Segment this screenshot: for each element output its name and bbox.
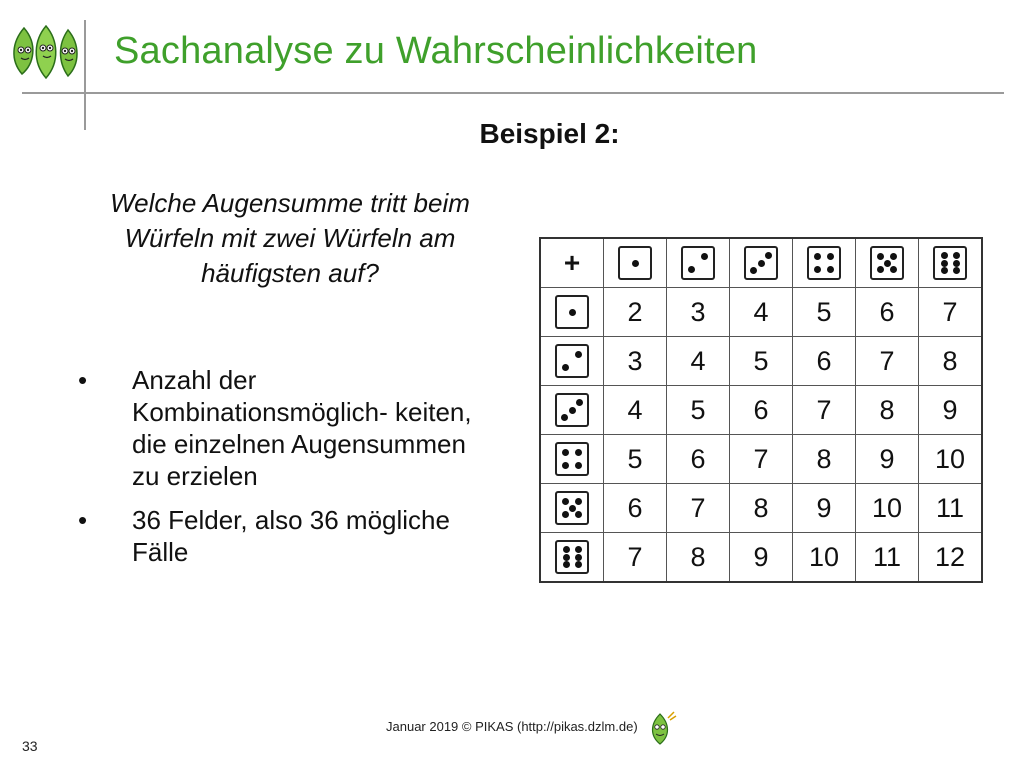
die-pip <box>563 554 570 561</box>
die-pip <box>632 260 639 267</box>
die-pip <box>569 309 576 316</box>
die-face-4-icon <box>807 246 841 280</box>
sum-cell: 3 <box>604 337 667 386</box>
table-header-row <box>540 238 982 288</box>
pikas-logo-icon <box>8 24 82 82</box>
die-face-2-icon <box>681 246 715 280</box>
header-vertical-rule <box>84 20 86 130</box>
die-pip <box>688 266 695 273</box>
die-pip <box>765 252 772 259</box>
die-pip <box>877 266 884 273</box>
bullet-item-combinations <box>72 364 492 492</box>
die-pip <box>561 414 568 421</box>
die-pip <box>575 351 582 358</box>
die-pip <box>563 561 570 568</box>
die-pip <box>877 253 884 260</box>
sum-cell: 6 <box>730 386 793 435</box>
row-die-cell <box>540 484 604 533</box>
sum-cell: 8 <box>730 484 793 533</box>
sum-cell: 10 <box>793 533 856 583</box>
die-pip <box>575 554 582 561</box>
sum-cell: 8 <box>667 533 730 583</box>
die-pip <box>575 449 582 456</box>
die-pip <box>953 267 960 274</box>
corner-plus-cell: + <box>540 238 604 288</box>
pikas-mascot-icon <box>644 710 678 746</box>
sum-cell: 5 <box>604 435 667 484</box>
sum-cell: 9 <box>793 484 856 533</box>
bullet-text: Anzahl der Kombinationsmöglich- keiten, die einzelnen Augensummen zu erzielen <box>132 365 472 491</box>
header-die-cell <box>604 238 667 288</box>
die-face-1-icon <box>555 295 589 329</box>
die-pip <box>884 260 891 267</box>
sum-cell: 6 <box>604 484 667 533</box>
die-pip <box>750 267 757 274</box>
sum-cell: 4 <box>730 288 793 337</box>
die-pip <box>941 252 948 259</box>
header-horizontal-rule <box>22 92 1004 94</box>
die-pip <box>814 266 821 273</box>
die-pip <box>953 252 960 259</box>
die-pip <box>890 266 897 273</box>
die-face-6-icon <box>555 540 589 574</box>
header-die-cell <box>856 238 919 288</box>
sum-cell: 6 <box>793 337 856 386</box>
sum-cell: 8 <box>856 386 919 435</box>
bullet-marker: • <box>78 505 88 535</box>
table-row <box>540 435 982 484</box>
row-die-cell <box>540 337 604 386</box>
page-number: 33 <box>22 738 38 754</box>
die-pip <box>576 399 583 406</box>
sum-cell: 3 <box>667 288 730 337</box>
sum-cell: 10 <box>919 435 983 484</box>
table-row <box>540 386 982 435</box>
header-die-cell <box>667 238 730 288</box>
sum-cell: 5 <box>793 288 856 337</box>
sum-cell: 9 <box>919 386 983 435</box>
sum-cell: 12 <box>919 533 983 583</box>
header-die-cell <box>793 238 856 288</box>
die-face-2-icon <box>555 344 589 378</box>
sum-cell: 5 <box>730 337 793 386</box>
sum-cell: 5 <box>667 386 730 435</box>
sum-cell: 7 <box>604 533 667 583</box>
die-pip <box>827 266 834 273</box>
sum-cell: 7 <box>667 484 730 533</box>
sum-cell: 7 <box>793 386 856 435</box>
sum-cell: 9 <box>856 435 919 484</box>
die-face-1-icon <box>618 246 652 280</box>
sum-cell: 8 <box>793 435 856 484</box>
sum-cell: 11 <box>919 484 983 533</box>
table-row <box>540 288 982 337</box>
die-pip <box>890 253 897 260</box>
die-pip <box>562 511 569 518</box>
sum-cell: 4 <box>667 337 730 386</box>
sum-cell: 7 <box>919 288 983 337</box>
die-pip <box>575 462 582 469</box>
die-pip <box>562 364 569 371</box>
table-row <box>540 533 982 583</box>
die-face-3-icon <box>744 246 778 280</box>
bullet-text: 36 Felder, also 36 mögliche Fälle <box>132 505 450 567</box>
die-pip <box>575 498 582 505</box>
die-pip <box>562 462 569 469</box>
sum-cell: 4 <box>604 386 667 435</box>
die-face-5-icon <box>870 246 904 280</box>
die-face-5-icon <box>555 491 589 525</box>
die-face-6-icon <box>933 246 967 280</box>
row-die-cell <box>540 533 604 583</box>
die-pip <box>569 407 576 414</box>
die-pip <box>941 267 948 274</box>
sum-cell: 9 <box>730 533 793 583</box>
die-face-4-icon <box>555 442 589 476</box>
row-die-cell <box>540 386 604 435</box>
die-pip <box>575 511 582 518</box>
die-face-3-icon <box>555 393 589 427</box>
sum-cell: 6 <box>856 288 919 337</box>
row-die-cell <box>540 288 604 337</box>
table-row <box>540 337 982 386</box>
die-pip <box>575 546 582 553</box>
die-pip <box>941 260 948 267</box>
sum-cell: 7 <box>730 435 793 484</box>
die-pip <box>701 253 708 260</box>
die-pip <box>758 260 765 267</box>
question-text <box>70 186 510 291</box>
table-row <box>540 484 982 533</box>
bullet-list <box>72 364 492 580</box>
die-pip <box>953 260 960 267</box>
sum-cell: 7 <box>856 337 919 386</box>
die-pip <box>814 253 821 260</box>
die-pip <box>827 253 834 260</box>
sum-cell: 11 <box>856 533 919 583</box>
example-heading: Beispiel 2: <box>479 118 620 149</box>
question-line: Welche Augensumme tritt beim Würfeln mit zwei Würfeln am häufigsten auf? <box>110 188 470 288</box>
footer-copyright: Januar 2019 © PIKAS (http://pikas.dzlm.de) <box>386 719 638 734</box>
sum-cell: 2 <box>604 288 667 337</box>
dice-sum-table <box>539 237 983 583</box>
slide-title: Sachanalyse zu Wahrscheinlichkeiten <box>114 30 758 72</box>
sum-cell: 6 <box>667 435 730 484</box>
bullet-item-fields <box>72 504 492 568</box>
header-die-cell <box>730 238 793 288</box>
row-die-cell <box>540 435 604 484</box>
die-pip <box>562 449 569 456</box>
bullet-marker: • <box>78 365 88 395</box>
die-pip <box>575 561 582 568</box>
die-pip <box>563 546 570 553</box>
sum-cell: 8 <box>919 337 983 386</box>
die-pip <box>562 498 569 505</box>
header-die-cell <box>919 238 983 288</box>
die-pip <box>569 505 576 512</box>
sum-cell: 10 <box>856 484 919 533</box>
